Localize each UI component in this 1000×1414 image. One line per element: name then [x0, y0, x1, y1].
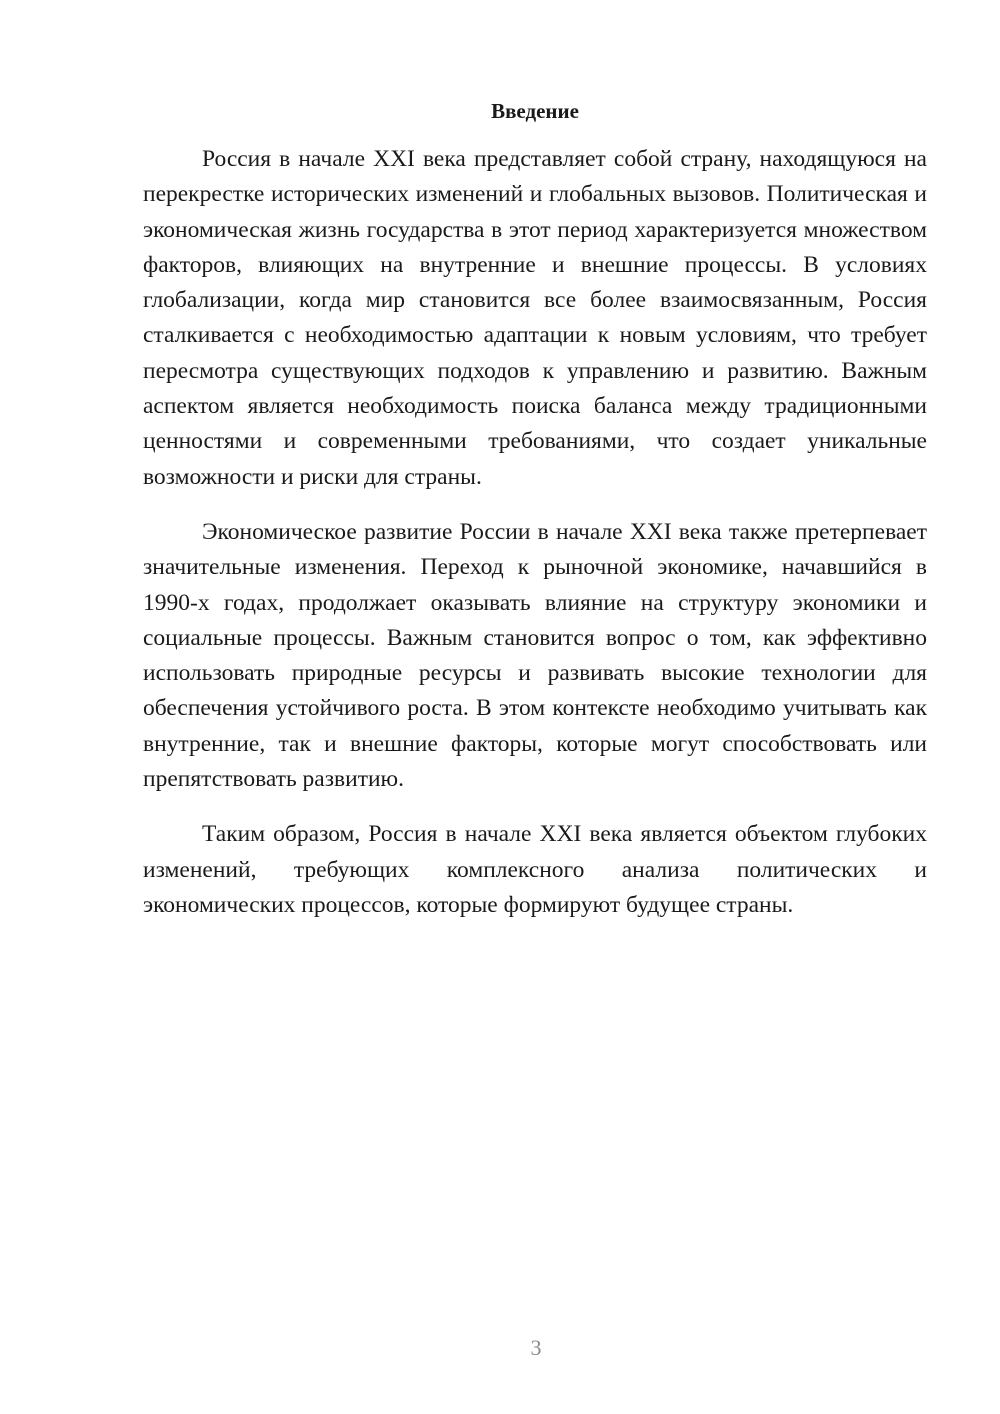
- section-title: Введение: [491, 99, 579, 123]
- paragraph-economy: Экономическое развитие России в начале XXI века также претерпевает значительные изменения. Переход к рыночной экономике, начавшийся в 1990-х годах, продолжает оказывать влияние на структуру экономики и социальные процессы. Важным становится вопрос о том, как эффективно использовать природные ресурсы и развивать высокие технологии для обеспечения устойчивого роста. В этом контексте необходимо учитывать как внутренние, так и внешние факторы, которые могут способствовать или препятствовать развитию.: [143, 518, 927, 793]
- page-number: 3: [530, 1335, 542, 1360]
- paragraph-intro: Россия в начале XXI века представляет собой страну, находящуюся на перекрестке исторических изменений и глобальных вызовов. Политическая и экономическая жизнь государства в этот период характеризуется множеством факторов, влияющих на внутренние и внешние процессы. В условиях глобализации, когда мир становится все более взаимосвязанным, Россия сталкивается с необходимостью адаптации к новым условиям, что требует пересмотра существующих подходов к управлению и развитию. Важным аспектом является необходимость поиска баланса между традиционными ценностями и современными требованиями, что создает уникальные возможности и риски для страны.: [143, 146, 927, 490]
- paragraph-conclusion: Таким образом, Россия в начале XXI века является объектом глубоких изменений, требующих комплексного анализа политических и экономических процессов, которые формируют будущее страны.: [143, 821, 927, 918]
- body-text: [143, 142, 927, 943]
